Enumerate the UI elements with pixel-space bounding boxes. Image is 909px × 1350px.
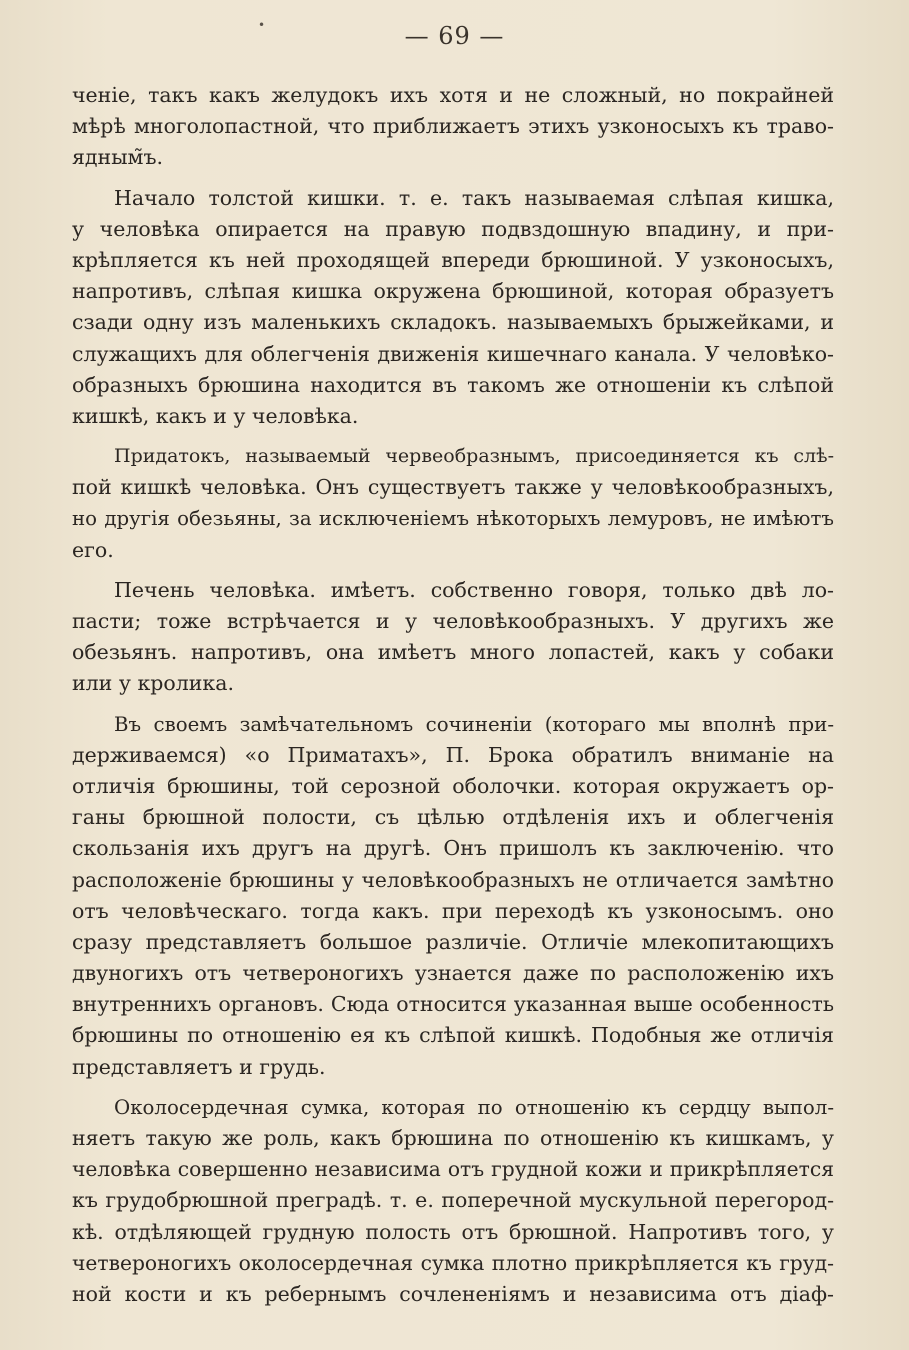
page-number: — 69 — <box>404 22 505 50</box>
text-line: отличія брюшины, той серозной оболочки. которая окружаетъ ор- <box>72 773 834 798</box>
text-line: человѣка совершенно независима отъ грудной кожи и прикрѣпляется <box>72 1157 834 1182</box>
text-line: сзади одну изъ маленькихъ складокъ. называемыхъ брыжейками, и <box>72 310 834 335</box>
text-line: сразу представляетъ большое различіе. Отличіе млекопитающихъ <box>72 929 834 954</box>
text-line: скользанія ихъ другъ на другѣ. Онъ пришолъ къ заключенію. что <box>72 836 834 861</box>
text-line: кѣ. отдѣляющей грудную полость отъ брюшной. Напротивъ того, у <box>72 1219 834 1244</box>
text-line: Придатокъ, называемый червеобразнымъ, присоединяется къ слѣ- <box>114 445 834 468</box>
text-line: пасти; тоже встрѣчается и у человѣкообразныхъ. У другихъ же <box>72 609 834 633</box>
text-line: ной кости и къ ребернымъ сочлененіямъ и независима отъ діаф- <box>72 1281 834 1306</box>
text-line: кишкѣ, какъ и у человѣка. <box>72 403 359 428</box>
text-line: у человѣка опирается на правую подвздошную впадину, и при- <box>72 216 834 241</box>
text-line: ченіе, такъ какъ желудокъ ихъ хотя и не сложный, но покрайней <box>72 83 834 107</box>
text-line: ядным̃ъ. <box>72 145 164 170</box>
ink-mark: • <box>258 18 266 32</box>
text-line: представляетъ и грудь. <box>72 1054 326 1079</box>
text-line: его. <box>72 537 114 562</box>
text-line: служащихъ для облегченія движенія кишечнаго канала. У человѣко- <box>72 341 834 366</box>
text-line: пой кишкѣ человѣка. Онъ существуетъ также у человѣкообразныхъ, <box>72 475 834 500</box>
body-text <box>72 80 834 1310</box>
text-line: расположеніе брюшины у человѣкообразныхъ не отличается замѣтно <box>72 867 834 892</box>
text-line: мѣрѣ многолопастной, что приближаетъ этихъ узконосыхъ къ траво- <box>72 114 834 139</box>
text-line: Околосердечная сумка, которая по отношенію къ сердцу выпол- <box>114 1095 834 1119</box>
text-line: къ грудобрюшной преградѣ. т. е. поперечной мускульной перегород- <box>72 1188 834 1213</box>
text-line: внутреннихъ органовъ. Сюда относится указанная выше особенность <box>72 992 834 1017</box>
text-line: обезьянъ. напротивъ, она имѣетъ много лопастей, какъ у собаки <box>72 640 834 665</box>
text-line: но другія обезьяны, за исключеніемъ нѣкоторыхъ лемуровъ, не имѣютъ <box>72 507 834 531</box>
text-line: Въ своемъ замѣчательномъ сочиненіи (котораго мы вполнѣ при- <box>114 712 834 736</box>
text-line: двуногихъ отъ четвероногихъ узнается даже по расположенію ихъ <box>72 961 834 986</box>
text-line: Начало толстой кишки. т. е. такъ называемая слѣпая кишка, <box>114 185 834 210</box>
text-line: ганы брюшной полости, съ цѣлью отдѣленія ихъ и облегченія <box>72 805 834 830</box>
text-line: крѣпляется къ ней проходящей впереди брюшиной. У узконосыхъ, <box>72 247 834 272</box>
text-line: отъ человѣческаго. тогда какъ. при переходѣ къ узконосымъ. оно <box>72 898 834 923</box>
text-line: брюшины по отношенію ея къ слѣпой кишкѣ. Подобныя же отличія <box>72 1023 834 1048</box>
text-line: напротивъ, слѣпая кишка окружена брюшиной, которая образуетъ <box>72 279 834 304</box>
text-line: четвероногихъ околосердечная сумка плотно прикрѣпляется къ груд- <box>72 1250 834 1275</box>
text-line: или у кролика. <box>72 671 234 696</box>
text-line: Печень человѣка. имѣетъ. собственно говоря, только двѣ ло- <box>114 577 834 602</box>
text-line: образныхъ брюшина находится въ такомъ же отношеніи къ слѣпой <box>72 372 834 397</box>
text-line: держиваемся) «о Приматахъ», П. Брока обратилъ вниманіе на <box>72 742 834 767</box>
text-line: няетъ такую же роль, какъ брюшина по отношенію къ кишкамъ, у <box>72 1126 834 1150</box>
